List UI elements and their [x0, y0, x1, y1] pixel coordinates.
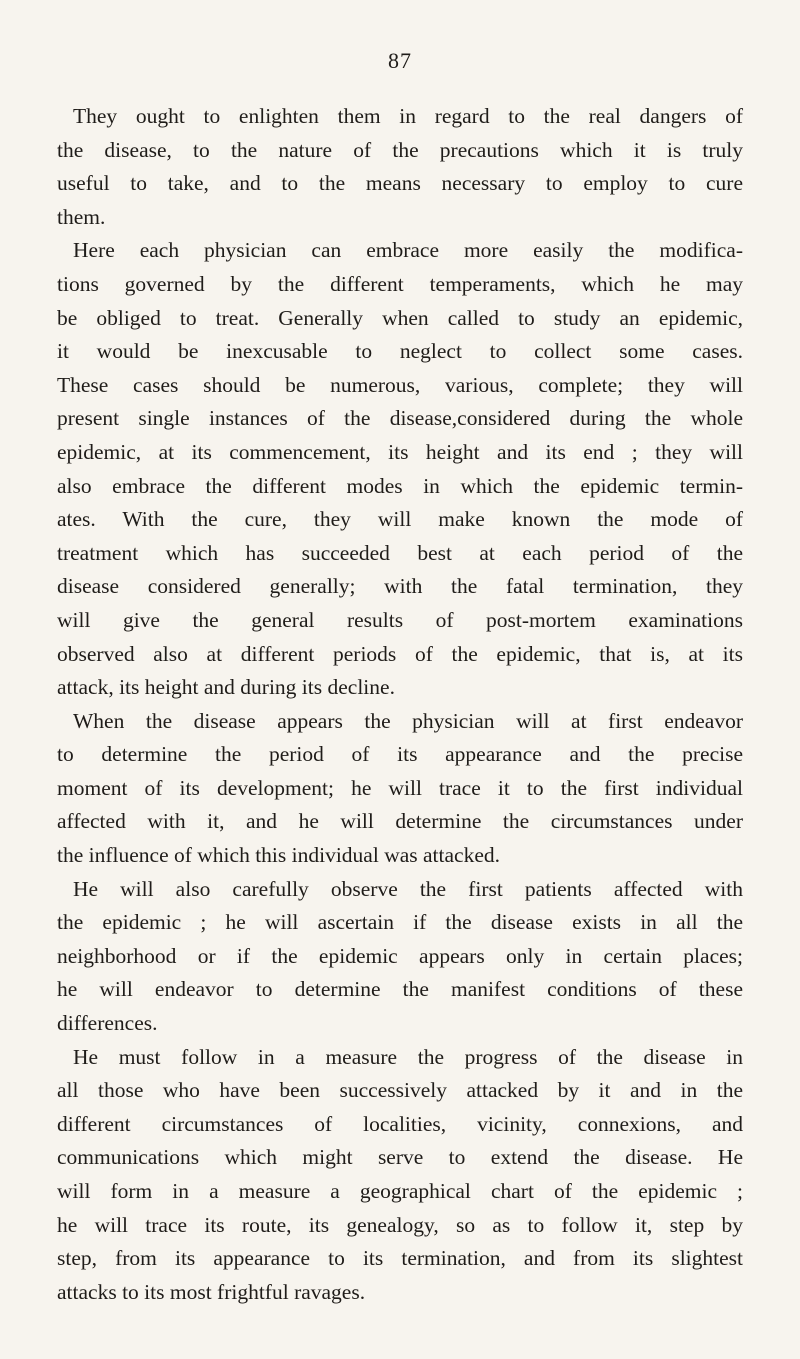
- text-line: He will also carefully observe the first patients affected with: [73, 876, 743, 901]
- text-line: tions governed by the different temperaments, which he may: [57, 271, 743, 296]
- text-line: the disease, to the nature of the precautions which it is truly: [57, 137, 743, 162]
- text-line: be obliged to treat. Generally when called to study an epidemic,: [57, 305, 743, 330]
- text-line: will give the general results of post-mortem examinations: [57, 607, 743, 632]
- text-line: the influence of which this individual was attacked.: [57, 843, 501, 868]
- text-line: He must follow in a measure the progress of the disease in: [73, 1044, 743, 1069]
- text-line: the epidemic ; he will ascertain if the disease exists in all the: [57, 910, 743, 935]
- text-line: These cases should be numerous, various, complete; they will: [57, 372, 743, 397]
- text-line: When the disease appears the physician will at first endeavor: [73, 708, 743, 733]
- text-line: it would be inexcusable to neglect to collect some cases.: [57, 339, 743, 364]
- text-line: he will endeavor to determine the manifest conditions of these: [57, 977, 743, 1002]
- text-line: attacks to its most frightful ravages.: [57, 1279, 366, 1304]
- text-line: They ought to enlighten them in regard to the real dangers of: [73, 104, 743, 128]
- text-line: to determine the period of its appearance and the precise: [57, 742, 743, 767]
- text-line: differences.: [57, 1011, 158, 1036]
- text-line: moment of its development; he will trace it to the first individual: [57, 775, 743, 800]
- text-line: useful to take, and to the means necessary to employ to cure: [57, 171, 743, 196]
- text-line: affected with it, and he will determine the circumstances under: [57, 809, 743, 834]
- text-line: Here each physician can embrace more easily the modifica-: [73, 238, 743, 263]
- text-line: disease considered generally; with the fatal termination, they: [57, 574, 743, 599]
- text-line: communications which might serve to extend the disease. He: [57, 1145, 743, 1170]
- text-line: he will trace its route, its genealogy, so as to follow it, step by: [57, 1212, 743, 1237]
- text-line: them.: [57, 204, 106, 229]
- page-number: 87: [388, 48, 412, 73]
- text-line: treatment which has succeeded best at each period of the: [57, 540, 743, 565]
- text-line: different circumstances of localities, vicinity, connexions, and: [57, 1111, 743, 1136]
- text-line: neighborhood or if the epidemic appears only in certain places;: [57, 943, 743, 968]
- body-text: [57, 100, 743, 1309]
- text-line: ates. With the cure, they will make known the mode of: [57, 507, 743, 532]
- text-line: observed also at different periods of the epidemic, that is, at its: [57, 641, 743, 666]
- text-line: attack, its height and during its decline.: [57, 675, 395, 700]
- text-line: step, from its appearance to its termination, and from its slightest: [57, 1246, 743, 1271]
- text-line: will form in a measure a geographical chart of the epidemic ;: [57, 1179, 743, 1203]
- text-line: present single instances of the disease,considered during the whole: [57, 406, 743, 431]
- text-line: all those who have been successively attacked by it and in the: [57, 1078, 743, 1103]
- text-line: also embrace the different modes in which the epidemic termin-: [57, 473, 743, 498]
- text-line: epidemic, at its commencement, its height and its end ; they will: [57, 439, 743, 464]
